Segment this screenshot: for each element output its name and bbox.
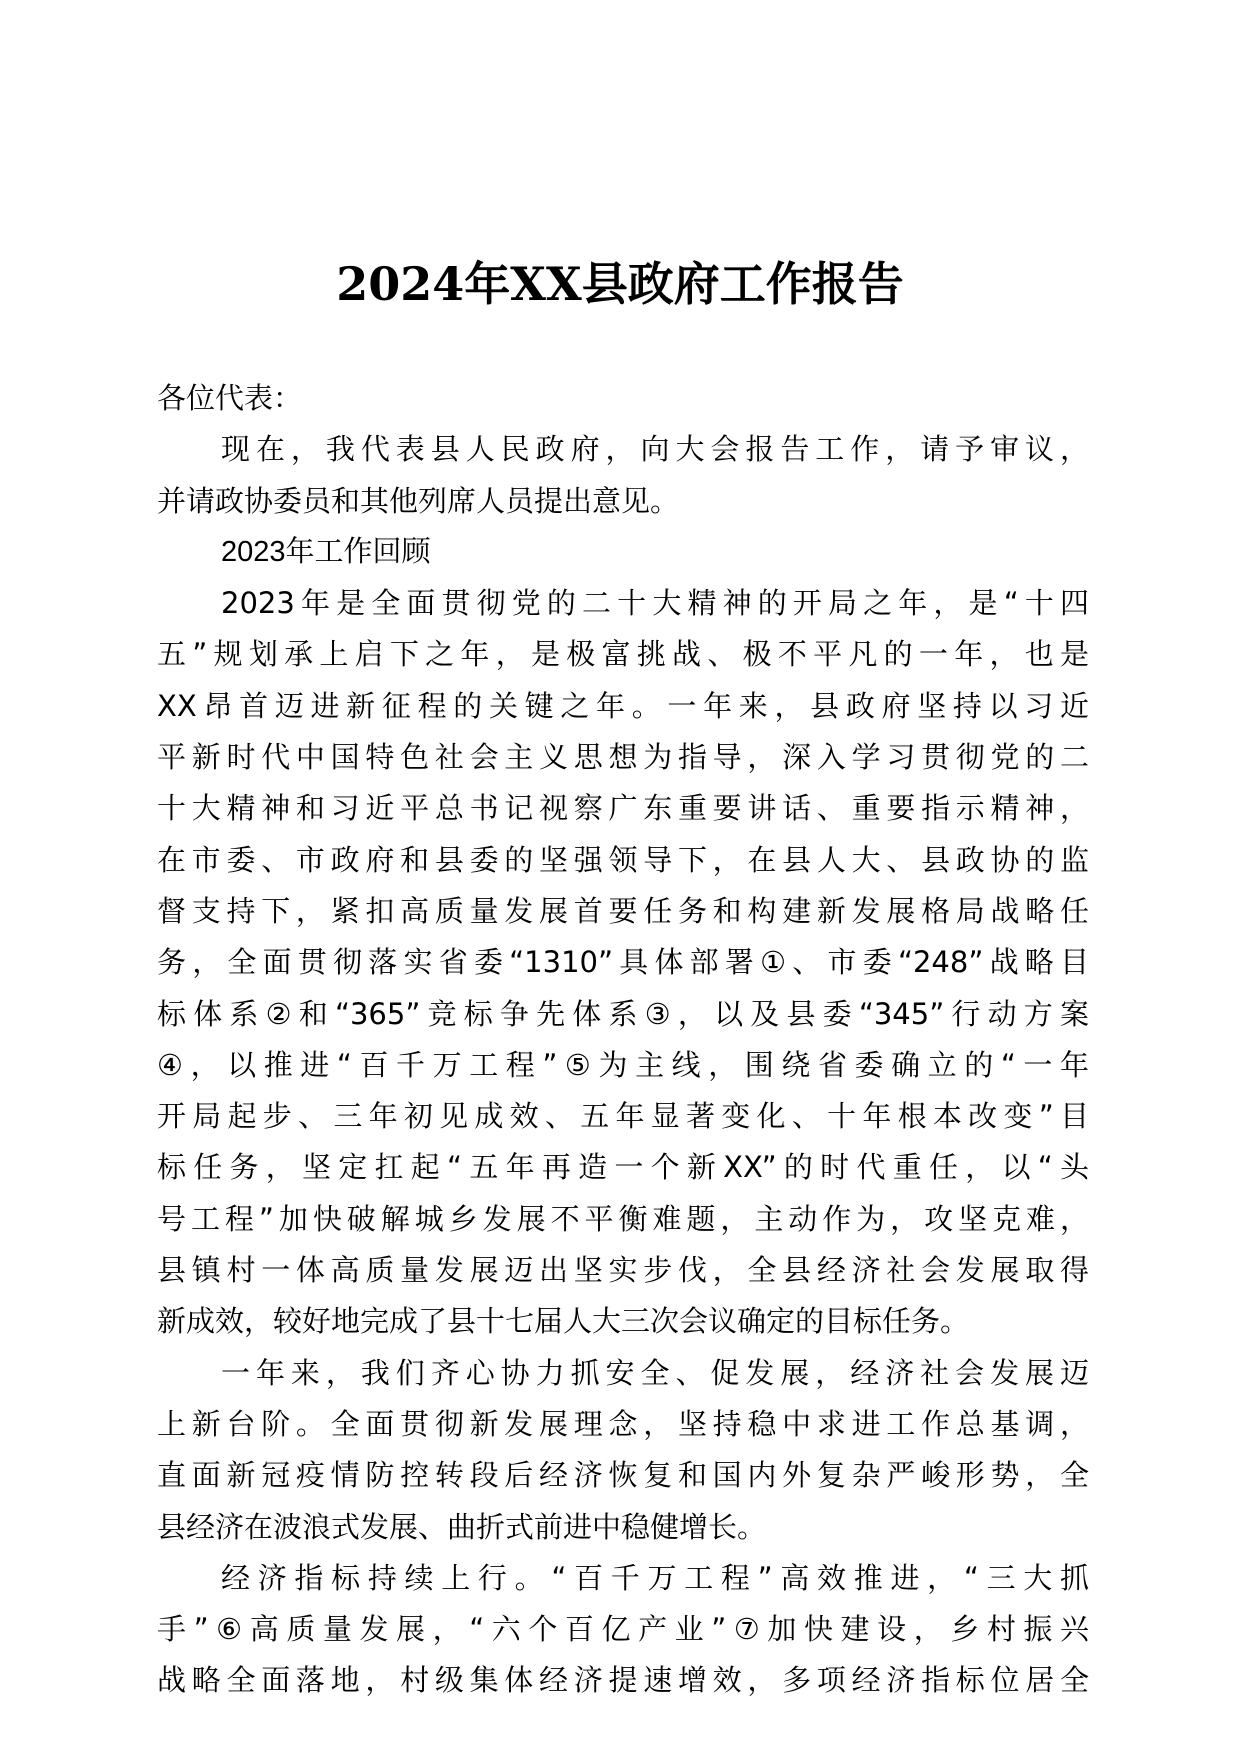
paragraph-line: 一年来，我们齐心协力抓安全、促发展，经济社会发展迈 [221,1355,1089,1390]
paragraph-economic-indicators [157,1553,1089,1707]
paragraph-line: 并请政协委员和其他列席人员提出意见。 [157,483,680,518]
paragraph-line: XX昂首迈进新征程的关键之年。一年来，县政府坚持以习近 [157,688,1089,723]
paragraph-line: 标任务，坚定扛起“五年再造一个新XX”的时代重任，以“头 [157,1150,1089,1185]
intro-paragraph [157,424,1089,527]
paragraph-line: 务，全面贯彻落实省委“1310”具体部署①、市委“248”战略目 [157,945,1089,980]
paragraph-line: 县经济在波浪式发展、曲折式前进中稳健增长。 [157,1509,767,1544]
paragraph-line: 五”规划承上启下之年，是极富挑战、极不平凡的一年，也是 [157,637,1089,672]
document-title: 2024年XX县政府工作报告 [336,257,904,311]
paragraph-line: 开局起步、三年初见成效、五年显著变化、十年根本改变”目 [157,1099,1089,1134]
paragraph-development [157,1348,1089,1553]
paragraph-line: 十大精神和习近平总书记视察广东重要讲话、重要指示精神， [157,791,1089,826]
paragraph-line: 经济指标持续上行。“百千万工程”高效推进，“三大抓 [221,1560,1089,1595]
paragraph-line: 上新台阶。全面贯彻新发展理念，坚持稳中求进工作总基调， [157,1406,1089,1441]
paragraph-line: 2023年是全面贯彻党的二十大精神的开局之年，是“十四 [221,586,1089,621]
paragraph-line: 现在，我代表县人民政府，向大会报告工作，请予审议， [221,432,1089,467]
paragraph-line: 直面新冠疫情防控转段后经济恢复和国内外复杂严峻形势，全 [157,1458,1089,1493]
paragraph-line: 手”⑥高质量发展，“六个百亿产业”⑦加快建设，乡村振兴 [157,1612,1089,1647]
paragraph-line: ④，以推进“百千万工程”⑤为主线，围绕省委确立的“一年 [157,1047,1089,1082]
paragraph-line: 平新时代中国特色社会主义思想为指导，深入学习贯彻党的二 [157,740,1089,775]
salutation: 各位代表： [157,381,303,415]
paragraph-line: 督支持下，紧扣高质量发展首要任务和构建新发展格局战略任 [157,893,1089,928]
paragraph-line: 在市委、市政府和县委的坚强领导下，在县人大、县政协的监 [157,842,1089,877]
paragraph-line: 标体系②和“365”竞标争先体系③，以及县委“345”行动方案 [157,996,1089,1031]
paragraph-line: 号工程”加快破解城乡发展不平衡难题，主动作为，攻坚克难， [157,1201,1089,1236]
document-body [157,373,1089,1707]
paragraph-line: 战略全面落地，村级集体经济提速增效，多项经济指标位居全 [157,1663,1089,1698]
section-heading: 2023年工作回顾 [221,535,431,568]
paragraph-review-2023 [157,578,1089,1347]
paragraph-line: 县镇村一体高质量发展迈出坚实步伐，全县经济社会发展取得 [157,1253,1089,1288]
paragraph-line: 新成效，较好地完成了县十七届人大三次会议确定的目标任务。 [157,1304,970,1339]
